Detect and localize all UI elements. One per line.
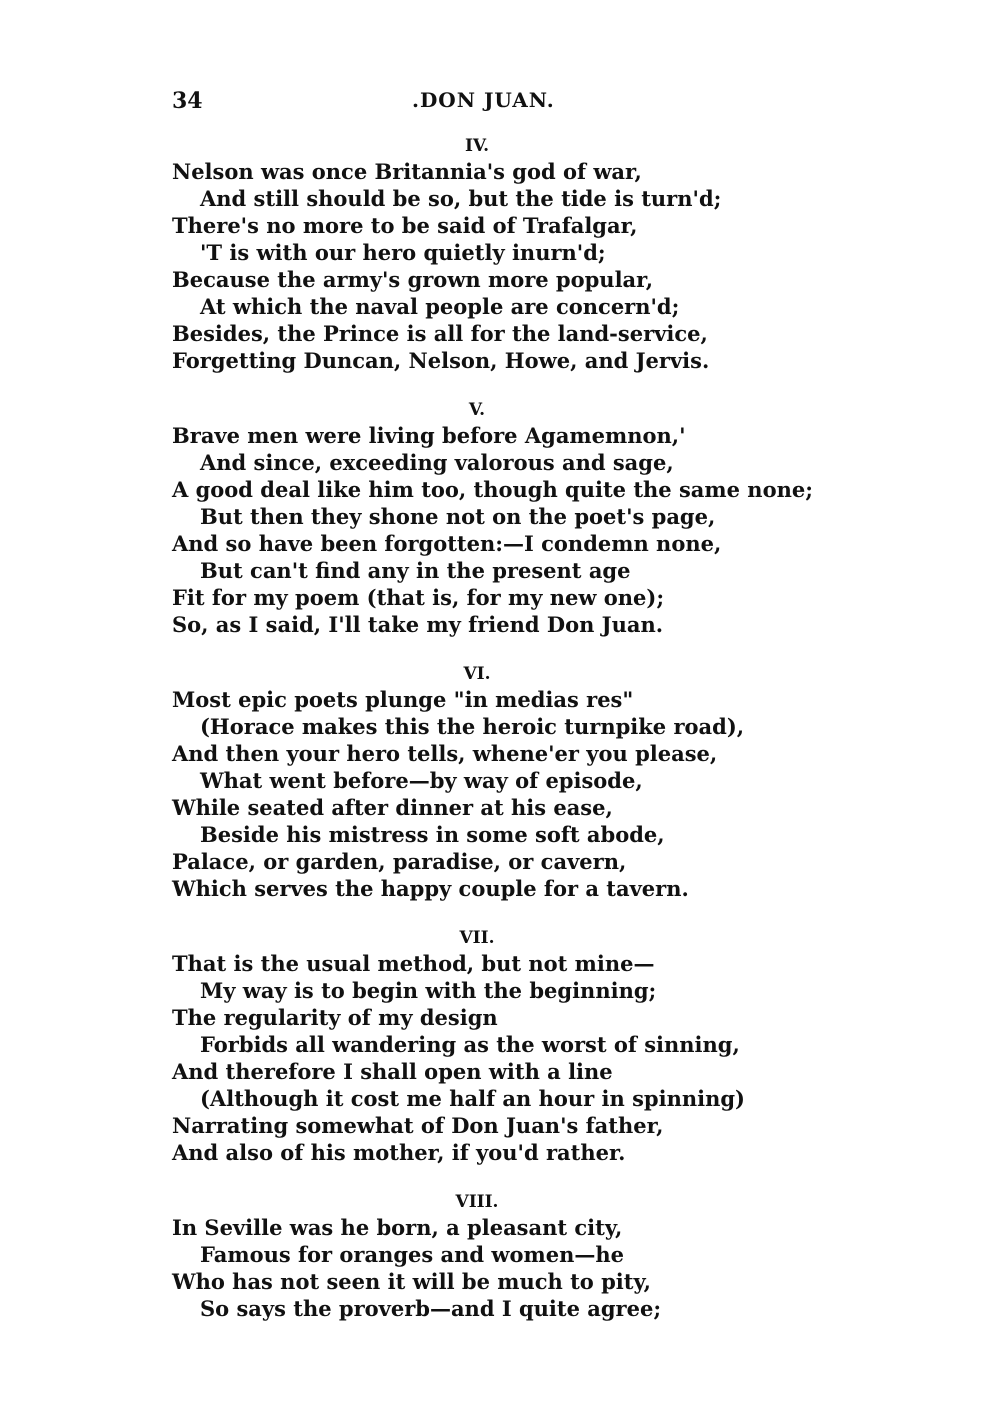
verse-line: Brave men were living before Agamemnon,' — [172, 423, 686, 448]
verse-line: At which the naval people are concern'd; — [200, 294, 680, 319]
verse-line: Because the army's grown more popular, — [172, 267, 654, 292]
verse-line: There's no more to be said of Trafalgar, — [172, 213, 638, 238]
verse-line: Beside his mistress in some soft abode, — [200, 822, 665, 847]
verse-line: While seated after dinner at his ease, — [172, 795, 613, 820]
stanza-iv — [172, 134, 822, 374]
verse-line: But then they shone not on the poet's page, — [200, 504, 716, 529]
stanza-v — [172, 398, 822, 638]
verse-line: What went before—by way of episode, — [200, 768, 643, 793]
verse-line: Palace, or garden, paradise, or cavern, — [172, 849, 627, 874]
stanza-number: VII. — [459, 928, 495, 948]
stanza-vi — [172, 662, 822, 902]
verse-line: And so have been forgotten:—I condemn none, — [172, 531, 722, 556]
stanza-number: V. — [468, 400, 486, 420]
verse-line: A good deal like him too, though quite the same none; — [172, 477, 813, 502]
verse-line: That is the usual method, but not mine— — [172, 951, 655, 976]
verse-line: Which serves the happy couple for a tavern. — [172, 876, 689, 901]
verse-line: Besides, the Prince is all for the land-service, — [172, 321, 708, 346]
verse-line: My way is to begin with the beginning; — [200, 978, 657, 1003]
running-title: .DON JUAN. — [412, 88, 555, 112]
verse-line: Who has not seen it will be much to pity, — [172, 1269, 651, 1294]
verse-line: In Seville was he born, a pleasant city, — [172, 1215, 623, 1240]
verse-line: 'T is with our hero quietly inurn'd; — [200, 240, 606, 265]
running-head — [172, 88, 812, 118]
stanza-number: VIII. — [455, 1192, 499, 1212]
verse-line: Famous for oranges and women—he — [200, 1242, 624, 1267]
verse-line: Most epic poets plunge "in medias res" — [172, 687, 634, 712]
stanza-number: VI. — [463, 664, 491, 684]
verse-line: And also of his mother, if you'd rather. — [172, 1140, 626, 1165]
verse-line: (Horace makes this the heroic turnpike road), — [200, 714, 745, 739]
verse-line: Narrating somewhat of Don Juan's father, — [172, 1113, 664, 1138]
stanza-vii — [172, 926, 822, 1166]
stanza-viii — [172, 1190, 822, 1322]
verse-line: Fit for my poem (that is, for my new one); — [172, 585, 665, 610]
verse-line: But can't find any in the present age — [200, 558, 631, 583]
stanza-number: IV. — [464, 136, 490, 156]
verse-line: So says the proverb—and I quite agree; — [200, 1296, 662, 1321]
verse-line: Forbids all wandering as the worst of sinning, — [200, 1032, 740, 1057]
verse-line: Forgetting Duncan, Nelson, Howe, and Jervis. — [172, 348, 710, 373]
verse-line: And then your hero tells, whene'er you please, — [172, 741, 718, 766]
verse-line: And therefore I shall open with a line — [172, 1059, 613, 1084]
verse-line: So, as I said, I'll take my friend Don Juan. — [172, 612, 664, 637]
verse-line: The regularity of my design — [172, 1005, 498, 1030]
page-number: 34 — [172, 88, 203, 114]
verse-line: And since, exceeding valorous and sage, — [200, 450, 674, 475]
verse-line: And still should be so, but the tide is turn'd; — [200, 186, 722, 211]
verse-line: Nelson was once Britannia's god of war, — [172, 159, 642, 184]
verse-line: (Although it cost me half an hour in spinning) — [200, 1086, 745, 1111]
